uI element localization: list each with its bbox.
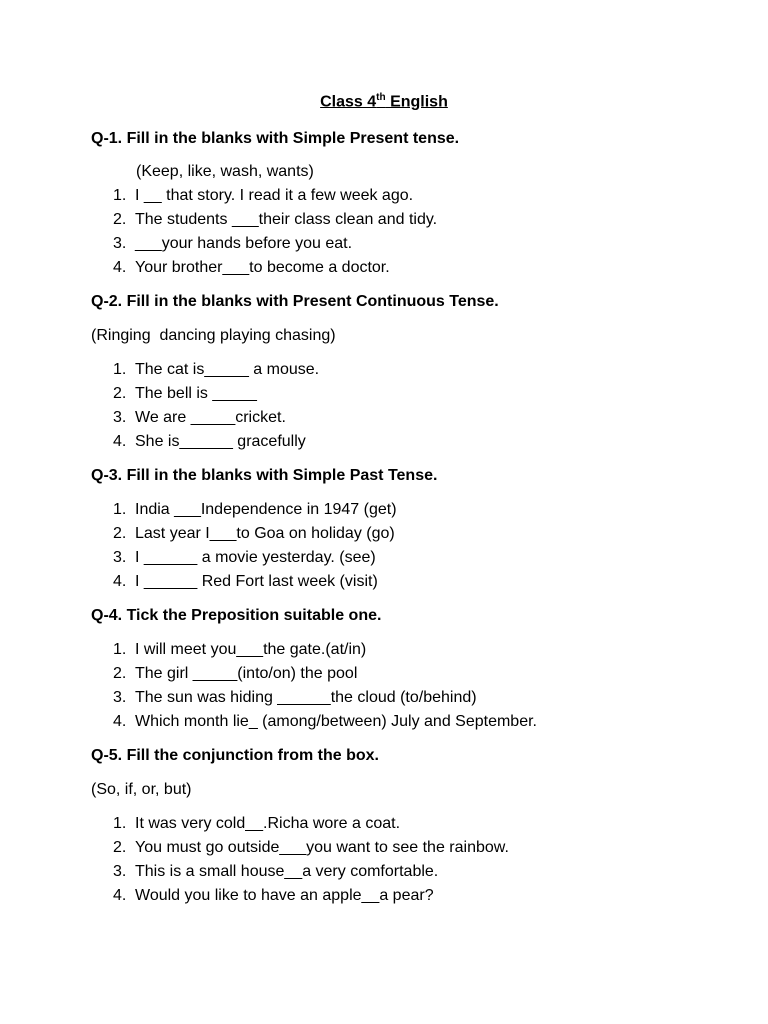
list-item [113,501,397,519]
page-title [0,92,768,111]
list-item [113,863,438,881]
item-text: It was very cold__.Richa wore a coat. [135,815,401,832]
item-number: 4. [113,433,127,450]
list-item [113,573,378,591]
q1-heading: Q-1. Fill in the blanks with Simple Present tense. [91,130,460,147]
item-number: 3. [113,235,127,252]
item-number: 1. [113,641,127,658]
list-item [113,409,286,427]
item-text: Which month lie_ (among/between) July and September. [135,713,537,730]
item-text: I ______ a movie yesterday. (see) [135,549,376,566]
list-item [113,433,306,451]
list-item [113,665,357,683]
q2-hint: (Ringing dancing playing chasing) [91,327,336,344]
item-text: Last year I___to Goa on holiday (go) [135,525,395,542]
list-item [113,815,400,833]
q1-hint: (Keep, like, wash, wants) [136,163,314,180]
item-number: 3. [113,863,127,880]
item-text: Your brother___to become a doctor. [135,259,390,276]
item-text: This is a small house__a very comfortable. [135,863,439,880]
item-number: 3. [113,689,127,706]
item-number: 1. [113,815,127,832]
item-text: I will meet you___the gate.(at/in) [135,641,367,658]
item-number: 1. [113,501,127,518]
item-number: 4. [113,887,127,904]
item-text: The bell is _____ [135,385,257,402]
list-item [113,713,537,731]
item-number: 2. [113,385,127,402]
list-item [113,235,352,253]
item-number: 2. [113,665,127,682]
title-sup: th [376,92,386,103]
item-text: The cat is_____ a mouse. [135,361,320,378]
list-item [113,641,366,659]
item-text: India ___Independence in 1947 (get) [135,501,397,518]
item-text: I ______ Red Fort last week (visit) [135,573,378,590]
item-text: The girl _____(into/on) the pool [135,665,358,682]
item-text: She is______ gracefully [135,433,306,450]
list-item [113,211,437,229]
item-number: 2. [113,211,127,228]
item-text: You must go outside___you want to see the rainbow. [135,839,509,856]
item-text: The students ___their class clean and tidy. [135,211,438,228]
q2-heading: Q-2. Fill in the blanks with Present Continuous Tense. [91,293,499,310]
item-number: 4. [113,573,127,590]
item-number: 2. [113,839,127,856]
item-number: 1. [113,187,127,204]
q5-heading: Q-5. Fill the conjunction from the box. [91,747,379,764]
list-item [113,385,257,403]
list-item [113,887,434,905]
item-number: 3. [113,409,127,426]
list-item [113,839,509,857]
list-item [113,259,390,277]
list-item [113,689,477,707]
q5-hint: (So, if, or, but) [91,781,192,798]
q3-heading: Q-3. Fill in the blanks with Simple Past Tense. [91,467,438,484]
item-number: 3. [113,549,127,566]
item-number: 4. [113,259,127,276]
list-item [113,549,376,567]
list-item [113,361,319,379]
item-text: I __ that story. I read it a few week ago. [135,187,414,204]
item-number: 1. [113,361,127,378]
item-number: 2. [113,525,127,542]
item-text: ___your hands before you eat. [135,235,353,252]
item-number: 4. [113,713,127,730]
item-text: We are _____cricket. [135,409,286,426]
list-item [113,525,395,543]
q4-heading: Q-4. Tick the Preposition suitable one. [91,607,382,624]
list-item [113,187,413,205]
title-pre: Class 4 [320,93,377,111]
title-post: English [385,93,448,111]
item-text: Would you like to have an apple__a pear? [135,887,434,904]
item-text: The sun was hiding ______the cloud (to/behind) [135,689,477,706]
